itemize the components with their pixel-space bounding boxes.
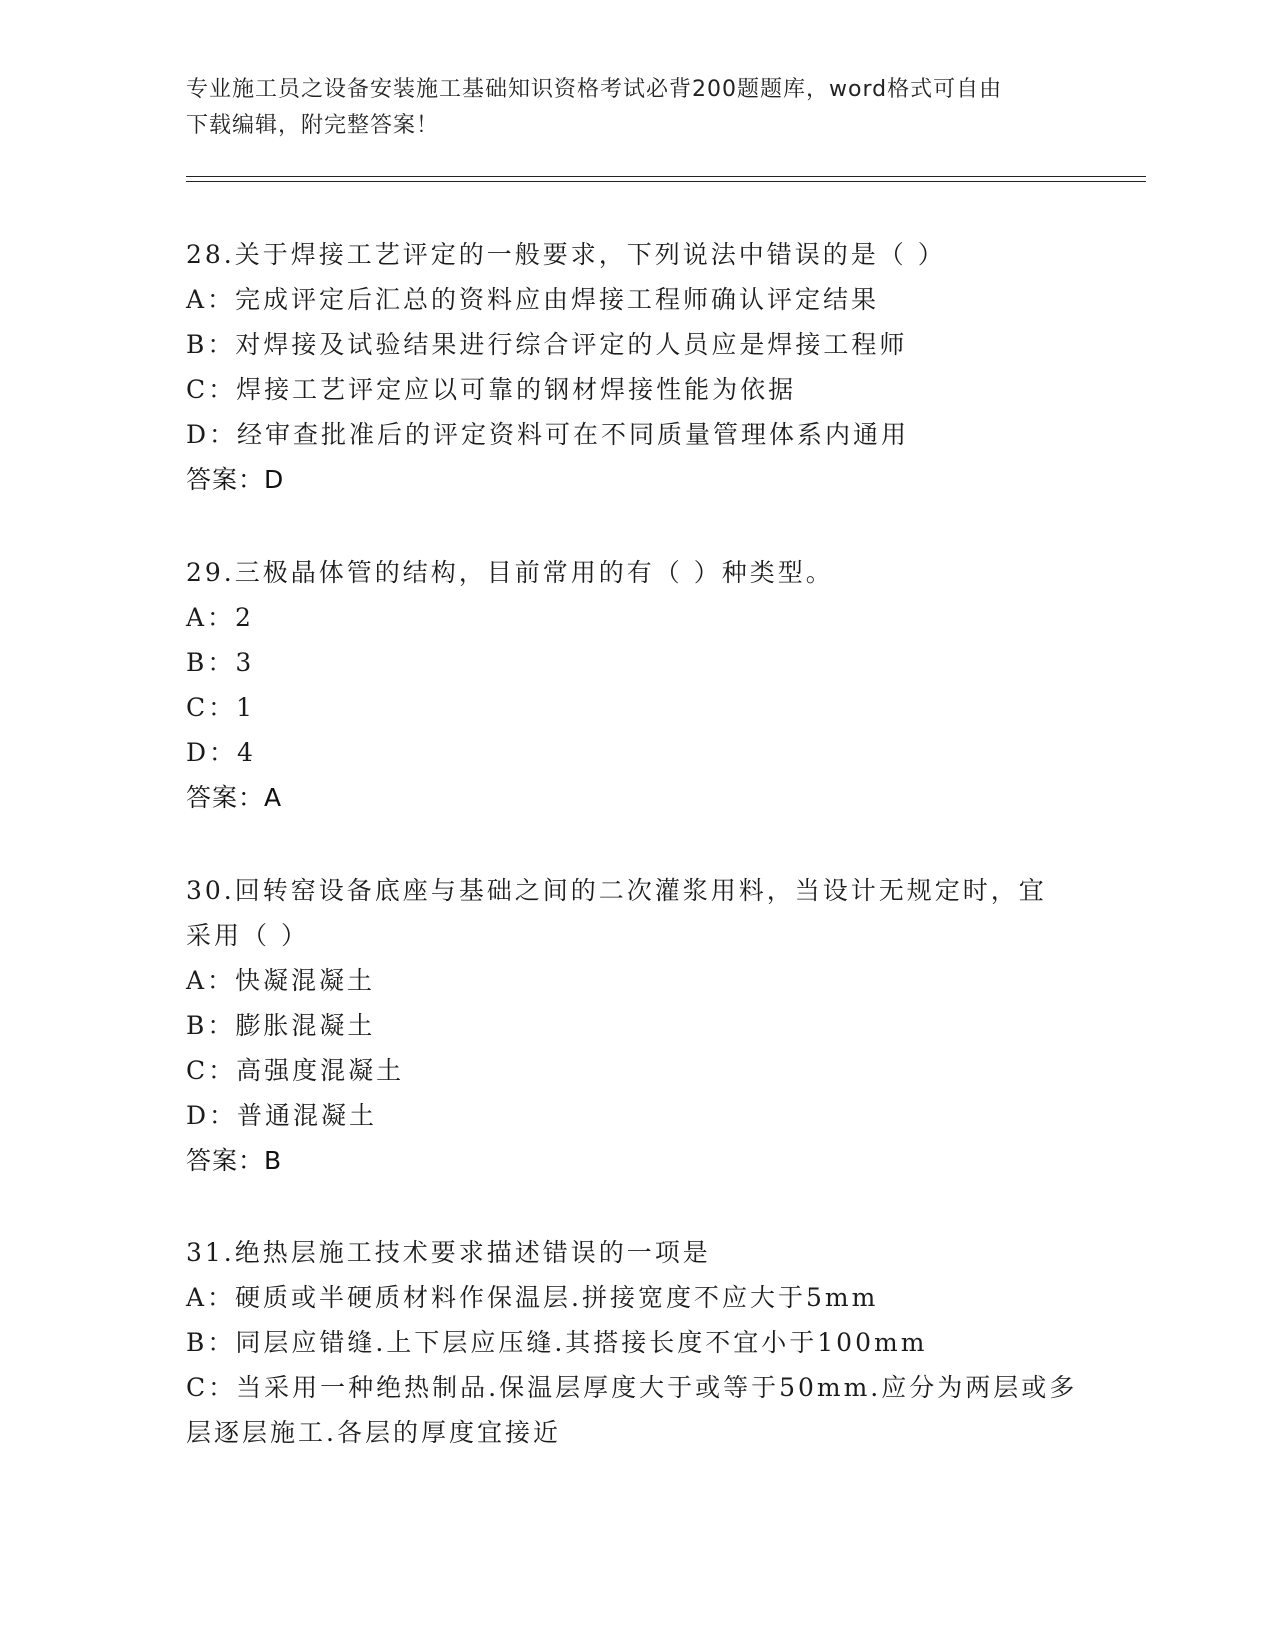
- option-a: A：快凝混凝土: [186, 966, 376, 995]
- question-stem-line-1: 30.回转窑设备底座与基础之间的二次灌浆用料，当设计无规定时，宜: [186, 876, 1047, 905]
- option-a: A：硬质或半硬质材料作保温层.拼接宽度不应大于5mm: [186, 1283, 879, 1312]
- question-stem: 28.关于焊接工艺评定的一般要求，下列说法中错误的是（ ）: [186, 240, 946, 269]
- option-a: A：完成评定后汇总的资料应由焊接工程师确认评定结果: [186, 285, 880, 314]
- option-b: B：对焊接及试验结果进行综合评定的人员应是焊接工程师: [186, 330, 908, 359]
- header-line-2: 下载编辑，附完整答案！: [186, 113, 440, 138]
- question-31: [186, 1230, 1086, 1455]
- option-c: C：焊接工艺评定应以可靠的钢材焊接性能为依据: [186, 375, 797, 404]
- question-29: [186, 550, 1086, 820]
- option-d: D：4: [186, 738, 256, 767]
- option-c: C：高强度混凝土: [186, 1056, 405, 1085]
- option-c-line-1: C：当采用一种绝热制品.保温层厚度大于或等于50mm.应分为两层或多: [186, 1373, 1078, 1402]
- answer: 答案：A: [186, 783, 283, 812]
- option-b: B：3: [186, 648, 255, 677]
- question-28: [186, 232, 1086, 502]
- header-divider-bottom: [186, 181, 1146, 182]
- answer: 答案：B: [186, 1146, 283, 1175]
- question-30: [186, 868, 1086, 1183]
- document-header: [186, 72, 1066, 144]
- option-c-line-2: 层逐层施工.各层的厚度宜接近: [186, 1418, 561, 1447]
- option-b: B：膨胀混凝土: [186, 1011, 376, 1040]
- option-d: D：普通混凝土: [186, 1101, 378, 1130]
- header-line-1: 专业施工员之设备安装施工基础知识资格考试必背200题题库，word格式可自由: [186, 77, 1003, 102]
- question-stem: 31.绝热层施工技术要求描述错误的一项是: [186, 1238, 711, 1267]
- option-a: A：2: [186, 603, 254, 632]
- answer: 答案：D: [186, 465, 285, 494]
- header-divider-top: [186, 176, 1146, 177]
- question-stem: 29.三极晶体管的结构，目前常用的有（ ）种类型。: [186, 558, 834, 587]
- option-d: D：经审查批准后的评定资料可在不同质量管理体系内通用: [186, 420, 910, 449]
- question-stem-line-2: 采用（ ）: [186, 921, 309, 950]
- option-c: C：1: [186, 693, 256, 722]
- option-b: B：同层应错缝.上下层应压缝.其搭接长度不宜小于100mm: [186, 1328, 928, 1357]
